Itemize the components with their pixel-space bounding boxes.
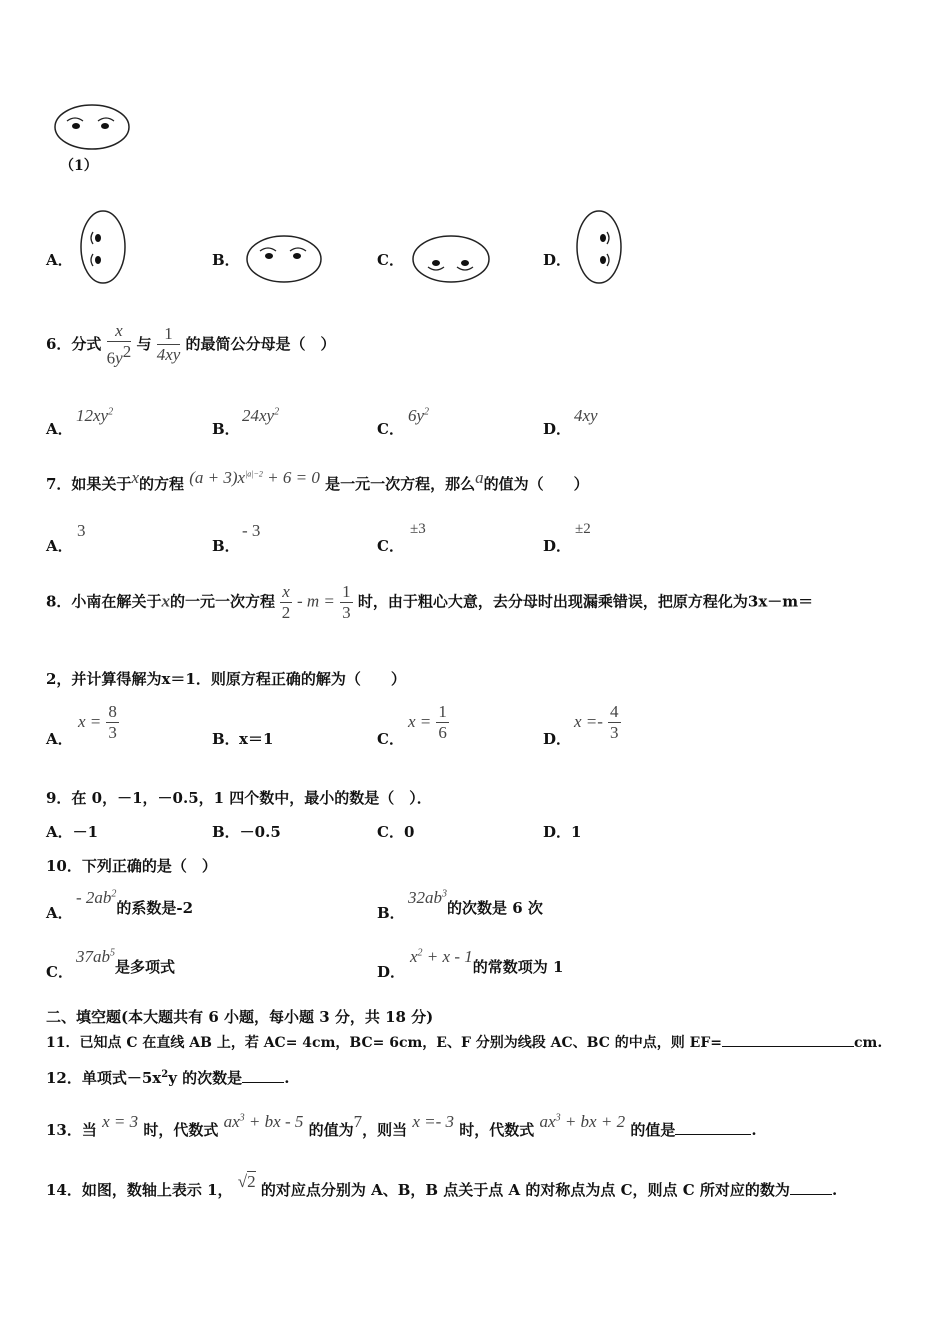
sqrt-2: √2 xyxy=(237,1172,256,1191)
question-8-stem-line-2: 2，并计算得解为x＝1．则原方程正确的解为（ ） xyxy=(46,670,406,688)
q8-option-c-label: C． xyxy=(377,730,404,748)
q5-option-a-figure xyxy=(77,208,129,286)
q8-option-c: x = $\frac{1}{6}$ xyxy=(408,702,447,742)
q5-option-d-label: D． xyxy=(543,251,572,269)
q10-option-c: $37ab^5$是多项式 xyxy=(76,947,176,976)
q14-answer-blank[interactable] xyxy=(790,1194,832,1195)
question-7-stem: 7．如果关于x的方程 $(a + 3)x^{|a|-2} + 6 = 0$ 是一元一次方程，那么a的值为（ ） xyxy=(46,468,589,493)
q7-option-d-label: D． xyxy=(543,537,572,555)
q8-option-d: x =- $\frac{4}{3}$ xyxy=(574,702,619,742)
q11-answer-blank[interactable] xyxy=(722,1046,854,1047)
q8-option-d-label: D． xyxy=(543,730,572,748)
q6-option-c: $6y^2$ xyxy=(408,406,430,425)
q8-option-a: x = $\frac{8}{3}$ xyxy=(78,702,117,742)
q6-option-b-label: B． xyxy=(212,420,240,438)
q7-option-a-label: A． xyxy=(46,537,73,555)
q5-option-b-label: B． xyxy=(212,251,240,269)
q9-option-c: C．0 xyxy=(377,823,415,841)
reference-figure xyxy=(52,103,132,175)
figure-label: （1） xyxy=(60,158,98,174)
q5-option-c-figure xyxy=(410,233,492,285)
q8-option-a-label: A． xyxy=(46,730,73,748)
q5-option-d-figure xyxy=(572,208,626,286)
q6-fraction-1: $\frac{x}{6y^2}$ xyxy=(106,321,132,368)
q8-option-b: x＝1 xyxy=(239,730,274,748)
question-8-stem-line-1: 8．小南在解关于x的一元一次方程 $\frac{x}{2}$ - m = $\frac{1}{3}$ 时，由于粗心大意，去分母时出现漏乘错误，把原方程化为3x－m＝ xyxy=(46,582,814,622)
q10-option-c-label: C． xyxy=(46,963,73,981)
q6-fraction-2: $\frac{1}{4xy}$ xyxy=(156,324,181,365)
question-14: 14．如图，数轴上表示 1， √2 的对应点分别为 A、B，B 点关于点 A 的对称点为点 C，则点 C 所对应的数为 . xyxy=(46,1172,838,1199)
question-10-stem: 10．下列正确的是（ ） xyxy=(46,857,217,875)
q5-option-c-label: C． xyxy=(377,251,404,269)
q10-option-a: - $2ab^2$的系数是-2 xyxy=(76,888,194,917)
question-6-stem: 6．分式 $\frac{x}{6y^2}$ 与 $\frac{1}{4xy}$ 的最简公分母是（ ） xyxy=(46,321,336,368)
question-11: 11．已知点 C 在直线 AB 上，若 AC= 4cm，BC= 6cm，E、F 分别为线段 AC、BC 的中点，则 EF= cm. xyxy=(46,1035,883,1051)
q13-answer-blank[interactable] xyxy=(675,1134,751,1135)
q8-fraction-x-over-2: $\frac{x}{2}$ xyxy=(281,582,291,622)
q7-option-b-label: B． xyxy=(212,537,240,555)
section-2-title: 二、填空题(本大题共有 6 小题，每小题 3 分，共 18 分) xyxy=(46,1008,434,1026)
q7-option-c: ±3 xyxy=(410,521,426,537)
q10-option-d: $x^2 + x - 1$的常数项为 1 xyxy=(410,947,564,976)
q8-option-b-label: B． xyxy=(212,730,240,748)
face-figure-1 xyxy=(52,103,132,155)
q6-option-c-label: C． xyxy=(377,420,404,438)
question-12: 12．单项式$-5x^2y$ 的次数是 . xyxy=(46,1069,290,1087)
q6-option-d-label: D． xyxy=(543,420,572,438)
q5-option-b-figure xyxy=(244,233,324,285)
q9-option-a: A．－1 xyxy=(46,823,99,841)
q8-fraction-1-over-3: $\frac{1}{3}$ xyxy=(342,582,351,622)
q7-option-a: 3 xyxy=(77,521,86,540)
q5-option-a-label: A． xyxy=(46,251,73,269)
q6-option-a-label: A． xyxy=(46,420,73,438)
q12-answer-blank[interactable] xyxy=(242,1082,284,1083)
q10-option-a-label: A． xyxy=(46,904,73,922)
q10-option-d-label: D． xyxy=(377,963,406,981)
q6-option-d: 4xy xyxy=(574,406,598,425)
q7-option-b: - 3 xyxy=(242,521,261,540)
q9-option-d: D．1 xyxy=(543,823,582,841)
q7-option-c-label: C． xyxy=(377,537,404,555)
q10-option-b: $32ab^3$的次数是 6 次 xyxy=(408,888,543,917)
question-9-stem: 9．在 0，－1，－0.5，1 四个数中，最小的数是（ ）． xyxy=(46,789,432,807)
q10-option-b-label: B． xyxy=(377,904,405,922)
q6-option-b: $24xy^2$ xyxy=(242,406,280,425)
q9-option-b: B．－0.5 xyxy=(212,823,281,841)
q6-option-a: $12xy^2$ xyxy=(76,406,114,425)
q7-option-d: ±2 xyxy=(575,521,591,537)
question-13: 13．当 x = 3 时，代数式 $ax^3$ + bx - 5 的值为7，则当 x =- 3 时，代数式 $ax^3$ + bx + 2 的值是 . xyxy=(46,1112,757,1139)
